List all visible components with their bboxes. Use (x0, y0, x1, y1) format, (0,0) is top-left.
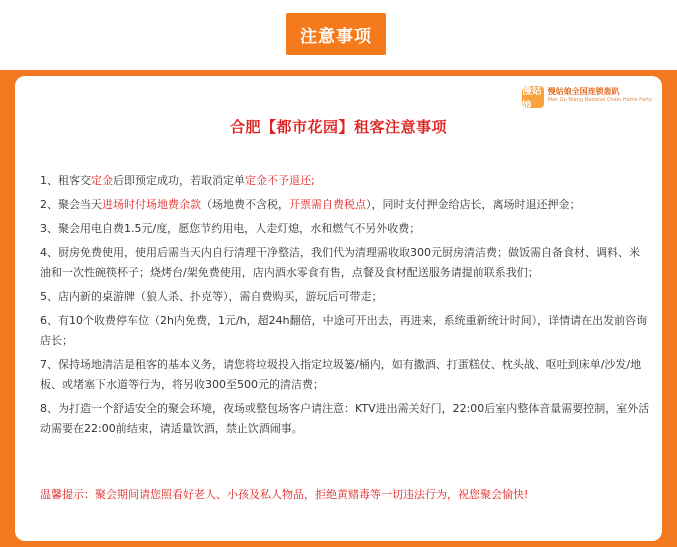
brand-logo (521, 86, 652, 112)
logo-text (548, 86, 652, 104)
rule-item: 5、店内新的桌游牌（狼人杀、扑克等），需自费购买，游玩后可带走； (40, 290, 383, 303)
warm-tip: 温馨提示：聚会期间请您照看好老人、小孩及私人物品，拒绝黄赌毒等一切违法行为，祝您聚会愉快! (40, 488, 529, 501)
notice-card (15, 76, 662, 541)
rule-item: 8、为打造一个舒适安全的聚会环境，夜场或整包场客户请注意：KTV进出需关好门，22:00后室内整体音量需要控制，室外活动需要在22:00前结束，请适量饮酒，禁止饮酒闹事。 (40, 402, 650, 435)
rule-item: 6、有10个收费停车位（2h内免费，1元/h，超24h翻倍，中途可开出去，再进来，系统重新统计时间），详情请在出发前咨询店长； (40, 314, 648, 347)
rule-item: 7、保持场地清洁是租客的基本义务，请您将垃圾投入指定垃圾篓/桶内，如有撒酒、打蛋糕仗、枕头战、呕吐到床单/沙发/地板、或堵塞下水道等行为，将另收300至500元的清洁费； (40, 358, 642, 391)
rule-item: 2、聚会当天进场时付场地费余款（场地费不含税，开票需自费税点），同时支付押金给店长，离场时退还押金； (40, 198, 581, 211)
rule-item: 4、厨房免费使用，使用后需当天内自行清理干净整洁，我们代为清理需收取300元厨房清洁费；做饭需自备食材、调料、米油和一次性碗筷杯子；烧烤台/架免费使用，店内酒水零食有售，点餐及食材配送服务请提前联系我们； (40, 246, 640, 279)
logo-name-en: Man Gu Niang National Chain Home Party (547, 97, 652, 103)
logo-name-cn: 慢姑娘全国连锁轰趴 (547, 87, 620, 96)
logo-icon: 慢姑娘 (521, 86, 542, 112)
rule-item: 3、聚会用电自费1.5元/度，愿您节约用电，人走灯熄，水和燃气不另外收费； (40, 222, 421, 235)
page-title: 合肥【都市花园】租客注意事项 (229, 118, 447, 136)
header-tab: 注意事项 (286, 13, 386, 55)
rule-item: 1、租客交定金后即预定成功，若取消定单定金不予退还; (40, 174, 315, 187)
rules-list (40, 171, 650, 443)
